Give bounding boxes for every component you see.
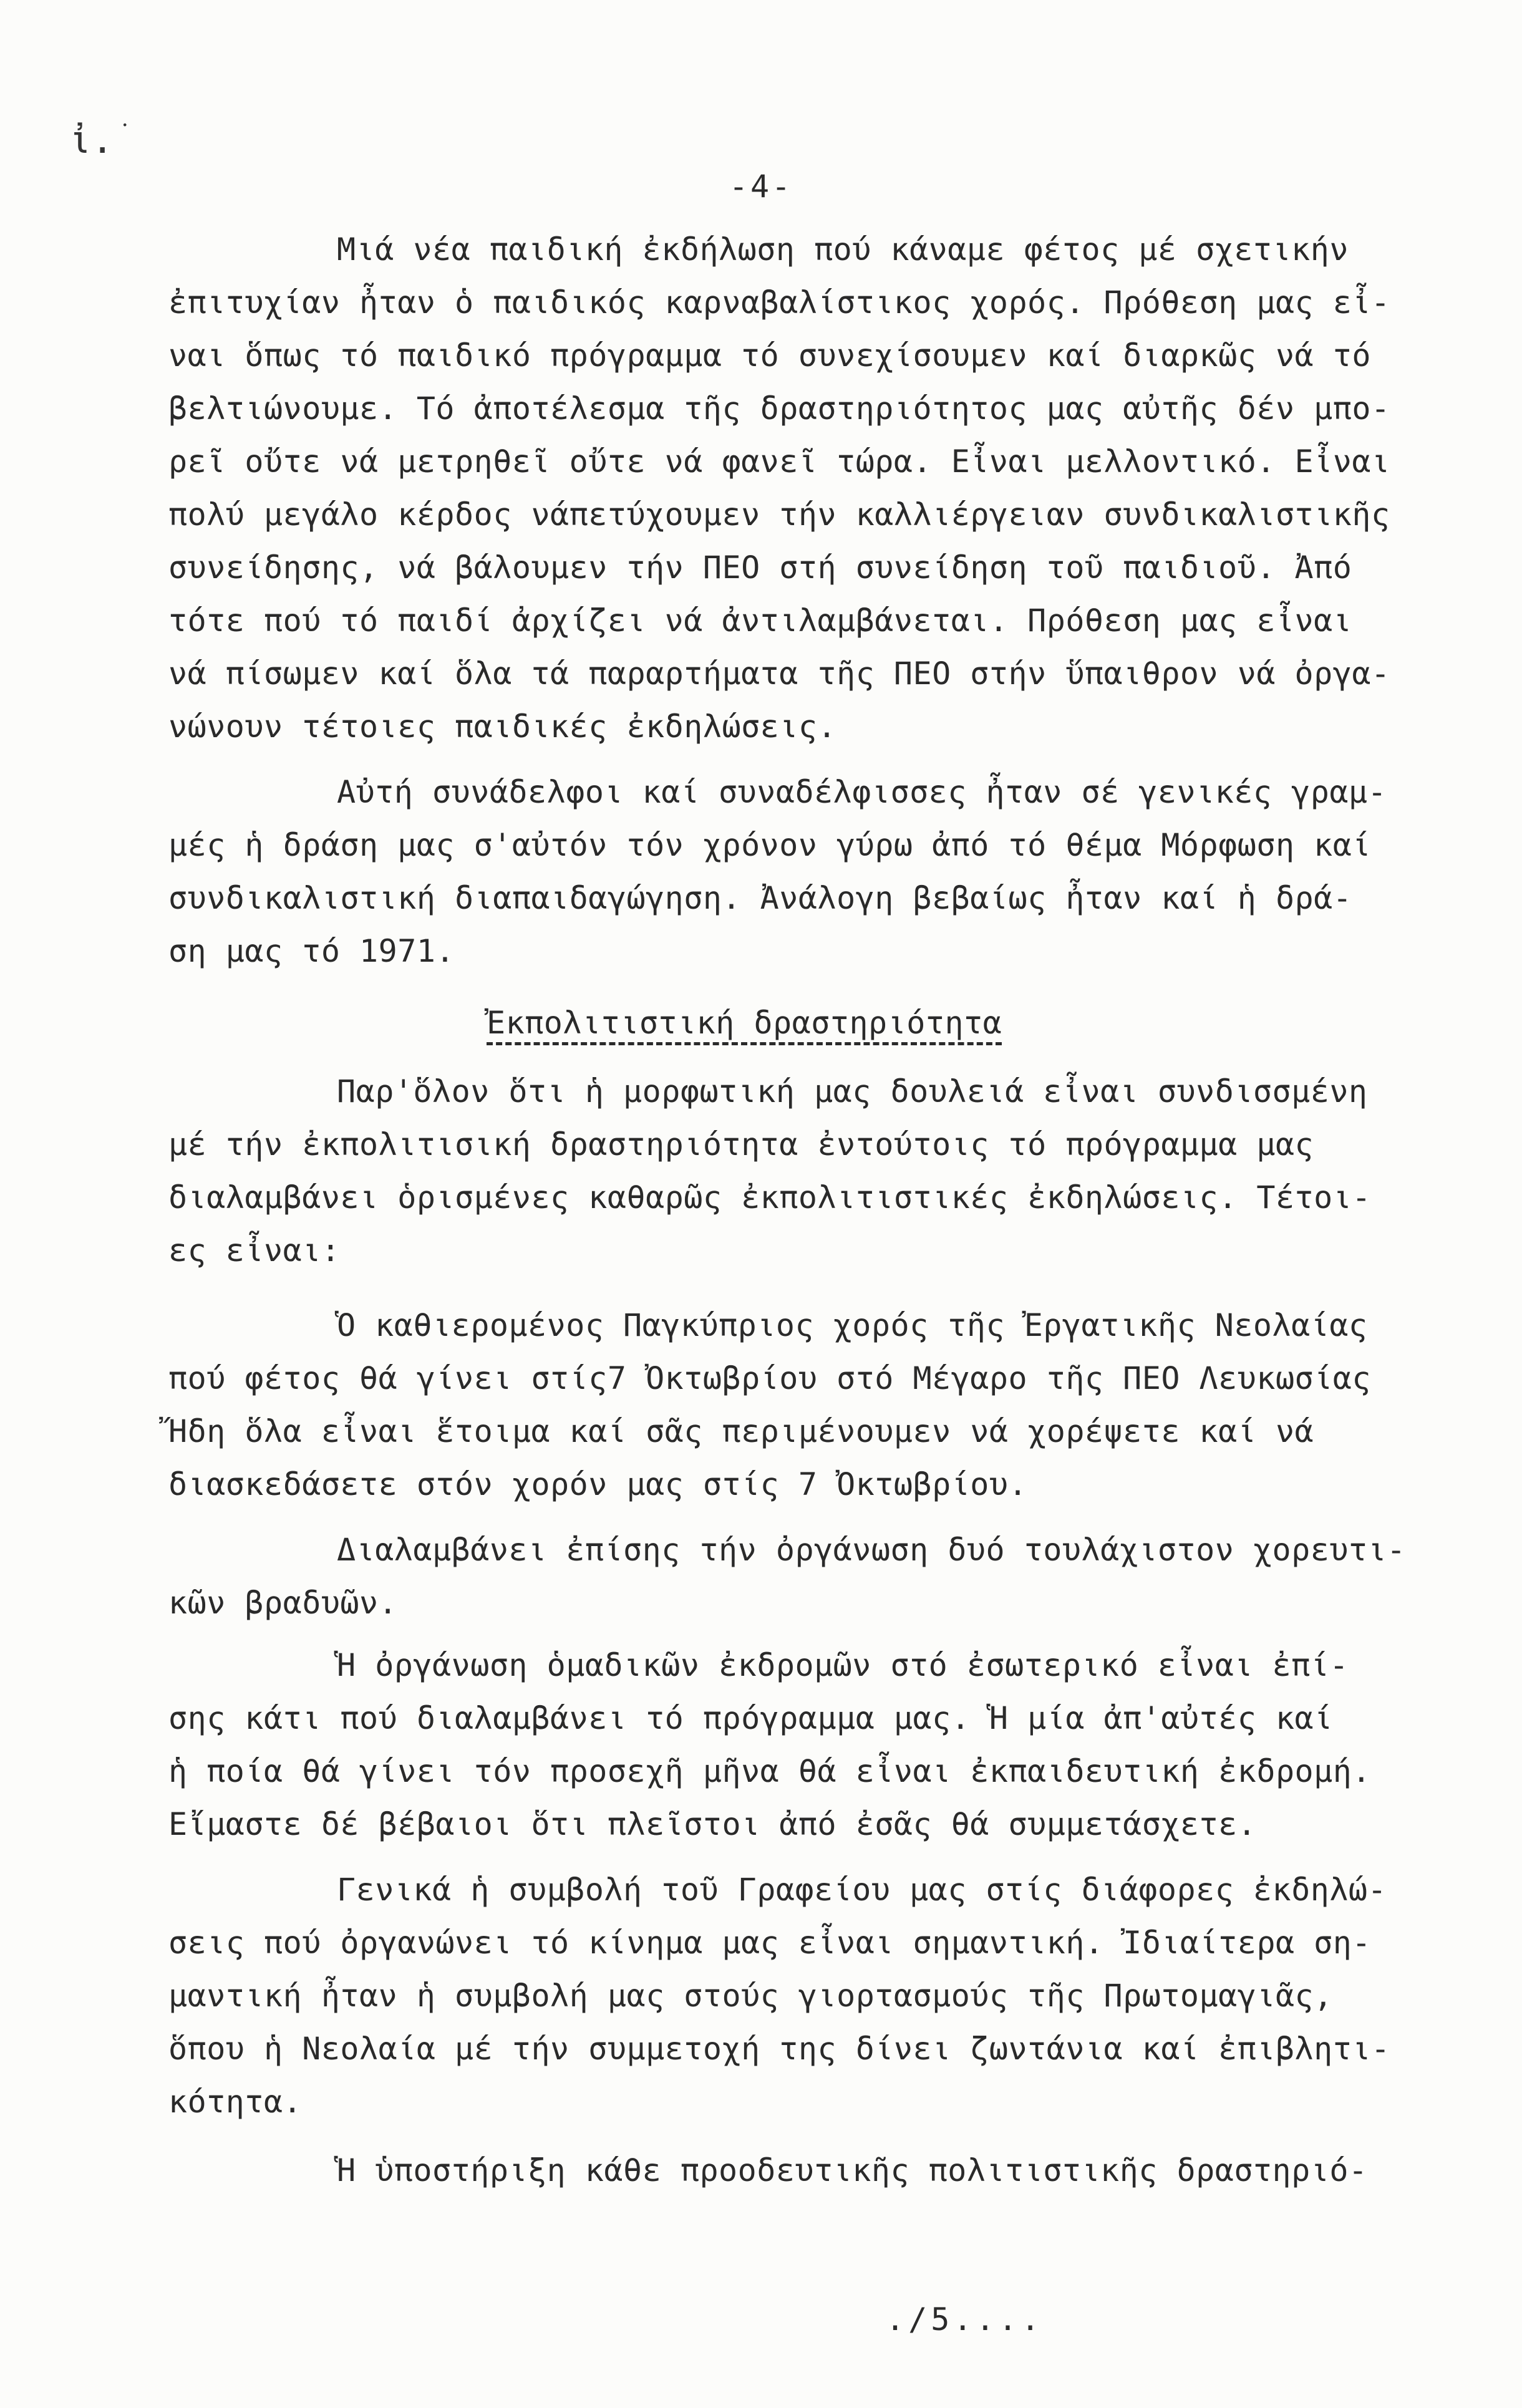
text-line: Ἡ ὑποστήριξη κάθε προοδευτικῆς πολιτιστικῆς δραστηριό-: [337, 2152, 1368, 2188]
text-line: μαντική ἦταν ἡ συμβολή μας στούς γιορτασμούς τῆς Πρωτομαγιᾶς,: [168, 1978, 1333, 2014]
text-line: ες εἶναι:: [168, 1232, 341, 1269]
text-line: ναι ὅπως τό παιδικό πρόγραμμα τό συνεχίσουμεν καί διαρκῶς νά τό: [168, 337, 1371, 374]
text-line: ρεῖ οὔτε νά μετρηθεῖ οὔτε νά φανεῖ τώρα. Εἶναι μελλοντικό. Εἶναι: [168, 443, 1390, 480]
text-line: βελτιώνουμε. Τό ἀποτέλεσμα τῆς δραστηριότητος μας αὐτῆς δέν μπο-: [168, 390, 1390, 427]
text-line: μές ἡ δράση μας σ'αὐτόν τόν χρόνον γύρω ἀπό τό θέμα Μόρφωση καί: [168, 827, 1371, 863]
text-line: Εἴμαστε δέ βέβαιοι ὅτι πλεῖστοι ἀπό ἐσᾶς θά συμμετάσχετε.: [168, 1806, 1257, 1842]
corner-mark: ἰ.ֺ: [69, 118, 114, 162]
text-line: σεις πού ὀργανώνει τό κίνημα μας εἶναι σημαντική. Ἰδιαίτερα ση-: [168, 1925, 1371, 1961]
text-line: τότε πού τό παιδί ἀρχίζει νά ἀντιλαμβάνεται. Πρόθεση μας εἶναι: [168, 602, 1352, 639]
text-line: Μιά νέα παιδική ἐκδήλωση πού κάναμε φέτος μέ σχετικήν: [337, 231, 1349, 268]
text-line: πού φέτος θά γίνει στίς7 Ὀκτωβρίου στό Μέγαρο τῆς ΠΕΟ Λευκωσίας: [168, 1360, 1371, 1396]
text-line: ἡ ποία θά γίνει τόν προσεχῆ μῆνα θά εἶναι ἐκπαιδευτική ἐκδρομή.: [168, 1753, 1371, 1789]
text-line: μέ τήν ἐκπολιτισική δραστηριότητα ἐντούτοις τό πρόγραμμα μας: [168, 1126, 1314, 1163]
text-line: ση μας τό 1971.: [168, 933, 455, 969]
text-line: κῶν βραδυῶν.: [168, 1585, 398, 1621]
text-line: πολύ μεγάλο κέρδος νάπετύχουμεν τήν καλλιέργειαν συνδικαλιστικῆς: [168, 496, 1390, 533]
text-line: ἐπιτυχίαν ἦταν ὁ παιδικός καρναβαλίστικος χορός. Πρόθεση μας εἶ-: [168, 284, 1390, 321]
text-line: Ὁ καθιερομένος Παγκύπριος χορός τῆς Ἐργατικῆς Νεολαίας: [337, 1307, 1368, 1343]
text-line: συνείδησης, νά βάλουμεν τήν ΠΕΟ στή συνείδηση τοῦ παιδιοῦ. Ἀπό: [168, 549, 1352, 586]
text-line: σης κάτι πού διαλαμβάνει τό πρόγραμμα μας. Ἡ μία ἀπ'αὐτές καί: [168, 1700, 1333, 1736]
text-line: Αὐτή συνάδελφοι καί συναδέλφισσες ἦταν σέ γενικές γραμ-: [337, 774, 1387, 810]
text-line: Ἡ ὀργάνωση ὁμαδικῶν ἐκδρομῶν στό ἐσωτερικό εἶναι ἐπί-: [337, 1647, 1349, 1683]
text-line: Γενικά ἡ συμβολή τοῦ Γραφείου μας στίς διάφορες ἐκδηλώ-: [337, 1872, 1387, 1908]
page-number: -4-: [729, 168, 793, 205]
text-line: ὅπου ἡ Νεολαία μέ τήν συμμετοχή της δίνει ζωντάνια καί ἐπιβλητι-: [168, 2031, 1390, 2067]
section-heading: Ἐκπολιτιστική δραστηριότητα: [487, 1005, 1002, 1041]
text-line: νώνουν τέτοιες παιδικές ἐκδηλώσεις.: [168, 708, 837, 745]
text-line: συνδικαλιστική διαπαιδαγώγηση. Ἀνάλογη βεβαίως ἦταν καί ἡ δρά-: [168, 880, 1352, 916]
text-line: κότητα.: [168, 2084, 303, 2120]
text-line: νά πίσωμεν καί ὅλα τά παραρτήματα τῆς ΠΕΟ στήν ὕπαιθρον νά ὀργα-: [168, 655, 1390, 692]
text-line: διασκεδάσετε στόν χορόν μας στίς 7 Ὀκτωβρίου.: [168, 1466, 1028, 1502]
continuation-marker: ./5....: [886, 2301, 1044, 2338]
text-line: Διαλαμβάνει ἐπίσης τήν ὀργάνωση δυό τουλάχιστον χορευτι-: [337, 1532, 1406, 1568]
text-line: Παρ'ὅλον ὅτι ἡ μορφωτική μας δουλειά εἶναι συνδισσμένη: [337, 1073, 1368, 1110]
text-line: διαλαμβάνει ὁρισμένες καθαρῶς ἐκπολιτιστικές ἐκδηλώσεις. Τέτοι-: [168, 1179, 1371, 1216]
text-line: Ἤδη ὅλα εἶναι ἕτοιμα καί σᾶς περιμένουμεν νά χορέψετε καί νά: [168, 1413, 1314, 1449]
